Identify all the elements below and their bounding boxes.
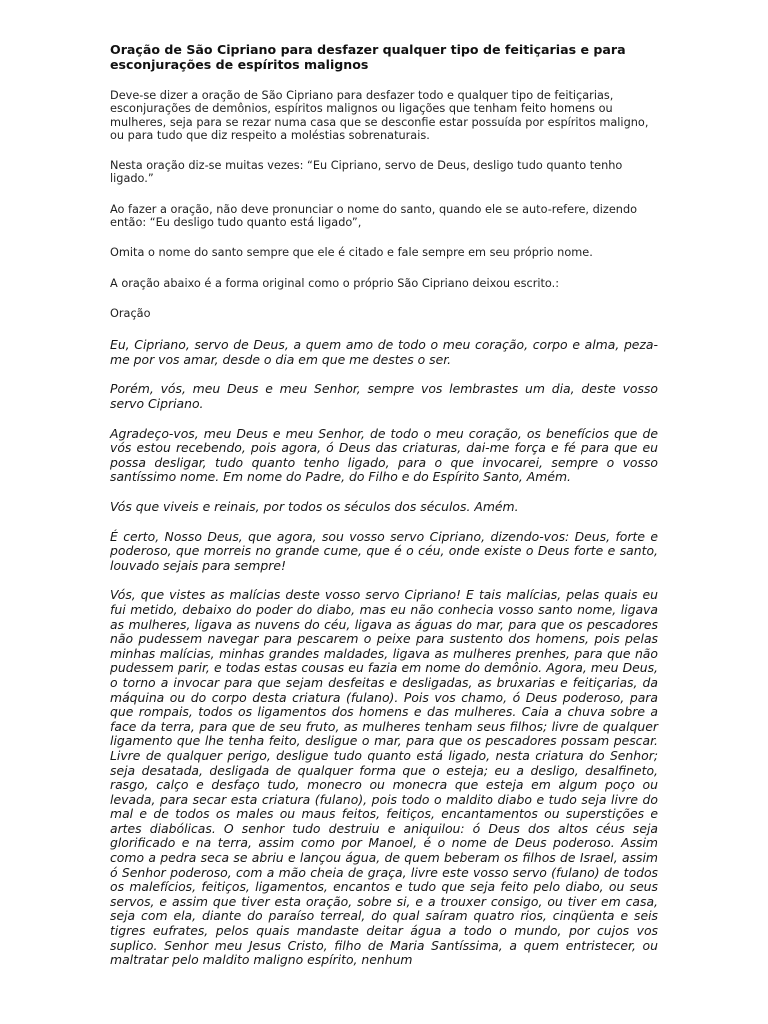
intro-paragraph: Deve-se dizer a oração de São Cipriano para desfazer todo e qualquer tipo de feitiçarias, esconjurações de demônios, espíritos malignos ou ligações que tenham feito homens ou mulheres, seja para se rezar numa casa que se desconfie estar possuída por espíritos maligno, ou para tudo que diz respeito a moléstias sobrenaturais. xyxy=(110,89,649,142)
prayer-paragraph: Vós, que vistes as malícias deste vosso servo Cipriano! E tais malícias, pelas quais eu fui metido, debaixo do poder do diabo, mas eu não conhecia vosso santo nome, ligava as mulheres, ligava as nuvens do céu, ligava as águas do mar, para que os pescadores não pudessem navegar para pescarem o peixe para sustento dos homens, pois pelas minhas malícias, minhas grandes maldades, ligava as mulheres prenhes, para que não pudessem parir, e todas estas cousas eu fazia em nome do demônio. Agora, meu Deus, o torno a invocar para que sejam desfeitas e desligadas, as bruxarias e feitiçarias, da máquina ou do corpo desta criatura (fulano). Pois vos chamo, ó Deus poderoso, para que rompais, todos os ligamentos dos homens e das mulheres. Caia a chuva sobre a face da terra, para que de seu fruto, as mulheres tenham seus filhos; livre de qualquer ligamento que lhe tenha feito, desligue o mar, para que os pescadores possam pescar. Livre de qualquer perigo, desligue tudo quanto está ligado, nesta criatura do Senhor; seja desatada, desligada de qualquer forma que o esteja; eu a desligo, desalfineto, rasgo, calço e desfaço tudo, monecro ou monecra que esteja em algum poço ou levada, para secar esta criatura (fulano), pois todo o maldito diabo e tudo seja livre do mal e de todos os males ou maus feitos, feitiços, encantamentos ou superstições e artes diabólicas. O senhor tudo destruiu e aniquilou: ó Deus dos altos céus seja glorificado e na terra, assim como por Manoel, é o nome de Deus poderoso. Assim como a pedra seca se abriu e lançou água, de quem beberam os filhos de Israel, assim ó Senhor poderoso, com a mão cheia de graça, livre este vosso servo (fulano) de todos os malefícios, feitiços, ligamentos, encantos e tudo que seja feito pelo diabo, ou seus servos, e assim que tiver esta oração, sobre si, e a trouxer consigo, ou tiver em casa, seja com ela, diante do paraíso terreal, do qual saíram quatro rios, cinqüenta e seis tigres eufrates, pelos quais mandaste deitar água a todo o mundo, por cujos vos suplico. Senhor meu Jesus Cristo, filho de Maria Santíssima, a quem entristecer, ou maltratar pelo maldito maligno espírito, nenhum xyxy=(110,587,658,968)
intro-paragraph: A oração abaixo é a forma original como o próprio São Cipriano deixou escrito.: xyxy=(110,276,560,290)
prayer-paragraph: Agradeço-vos, meu Deus e meu Senhor, de todo o meu coração, os benefícios que de vós estou recebendo, pois agora, ó Deus das criaturas, dai-me força e fé para que eu possa desligar, tudo quanto tenho ligado, para o que invocarei, sempre o vosso santíssimo nome. Em nome do Padre, do Filho e do Espírito Santo, Amém. xyxy=(110,425,658,485)
prayer-paragraph: Porém, vós, meu Deus e meu Senhor, sempre vos lembrastes um dia, deste vosso servo Cipriano. xyxy=(110,381,658,412)
intro-paragraph: Ao fazer a oração, não deve pronunciar o nome do santo, quando ele se auto-refere, dizendo então: “Eu desligo tudo quanto está ligado”, xyxy=(110,202,638,230)
document-title: Oração de São Cipriano para desfazer qualquer tipo de feitiçarias e para esconjurações de espíritos malignos xyxy=(110,42,626,72)
prayer-paragraph: Vós que viveis e reinais, por todos os séculos dos séculos. Amém. xyxy=(110,499,519,515)
intro-paragraph: Nesta oração diz-se muitas vezes: “Eu Cipriano, servo de Deus, desligo tudo quanto tenho ligado.” xyxy=(110,159,623,186)
section-label: Oração xyxy=(110,306,151,320)
prayer-paragraph: É certo, Nosso Deus, que agora, sou vosso servo Cipriano, dizendo-vos: Deus, forte e poderoso, que morreis no grande cume, que é o céu, onde existe o Deus forte e santo, louvado sejais para sempre! xyxy=(110,528,658,573)
prayer-paragraph: Eu, Cipriano, servo de Deus, a quem amo de todo o meu coração, corpo e alma, peza-me por vos amar, desde o dia em que me destes o ser. xyxy=(110,337,658,367)
intro-paragraph: Omita o nome do santo sempre que ele é citado e fale sempre em seu próprio nome. xyxy=(110,246,593,260)
